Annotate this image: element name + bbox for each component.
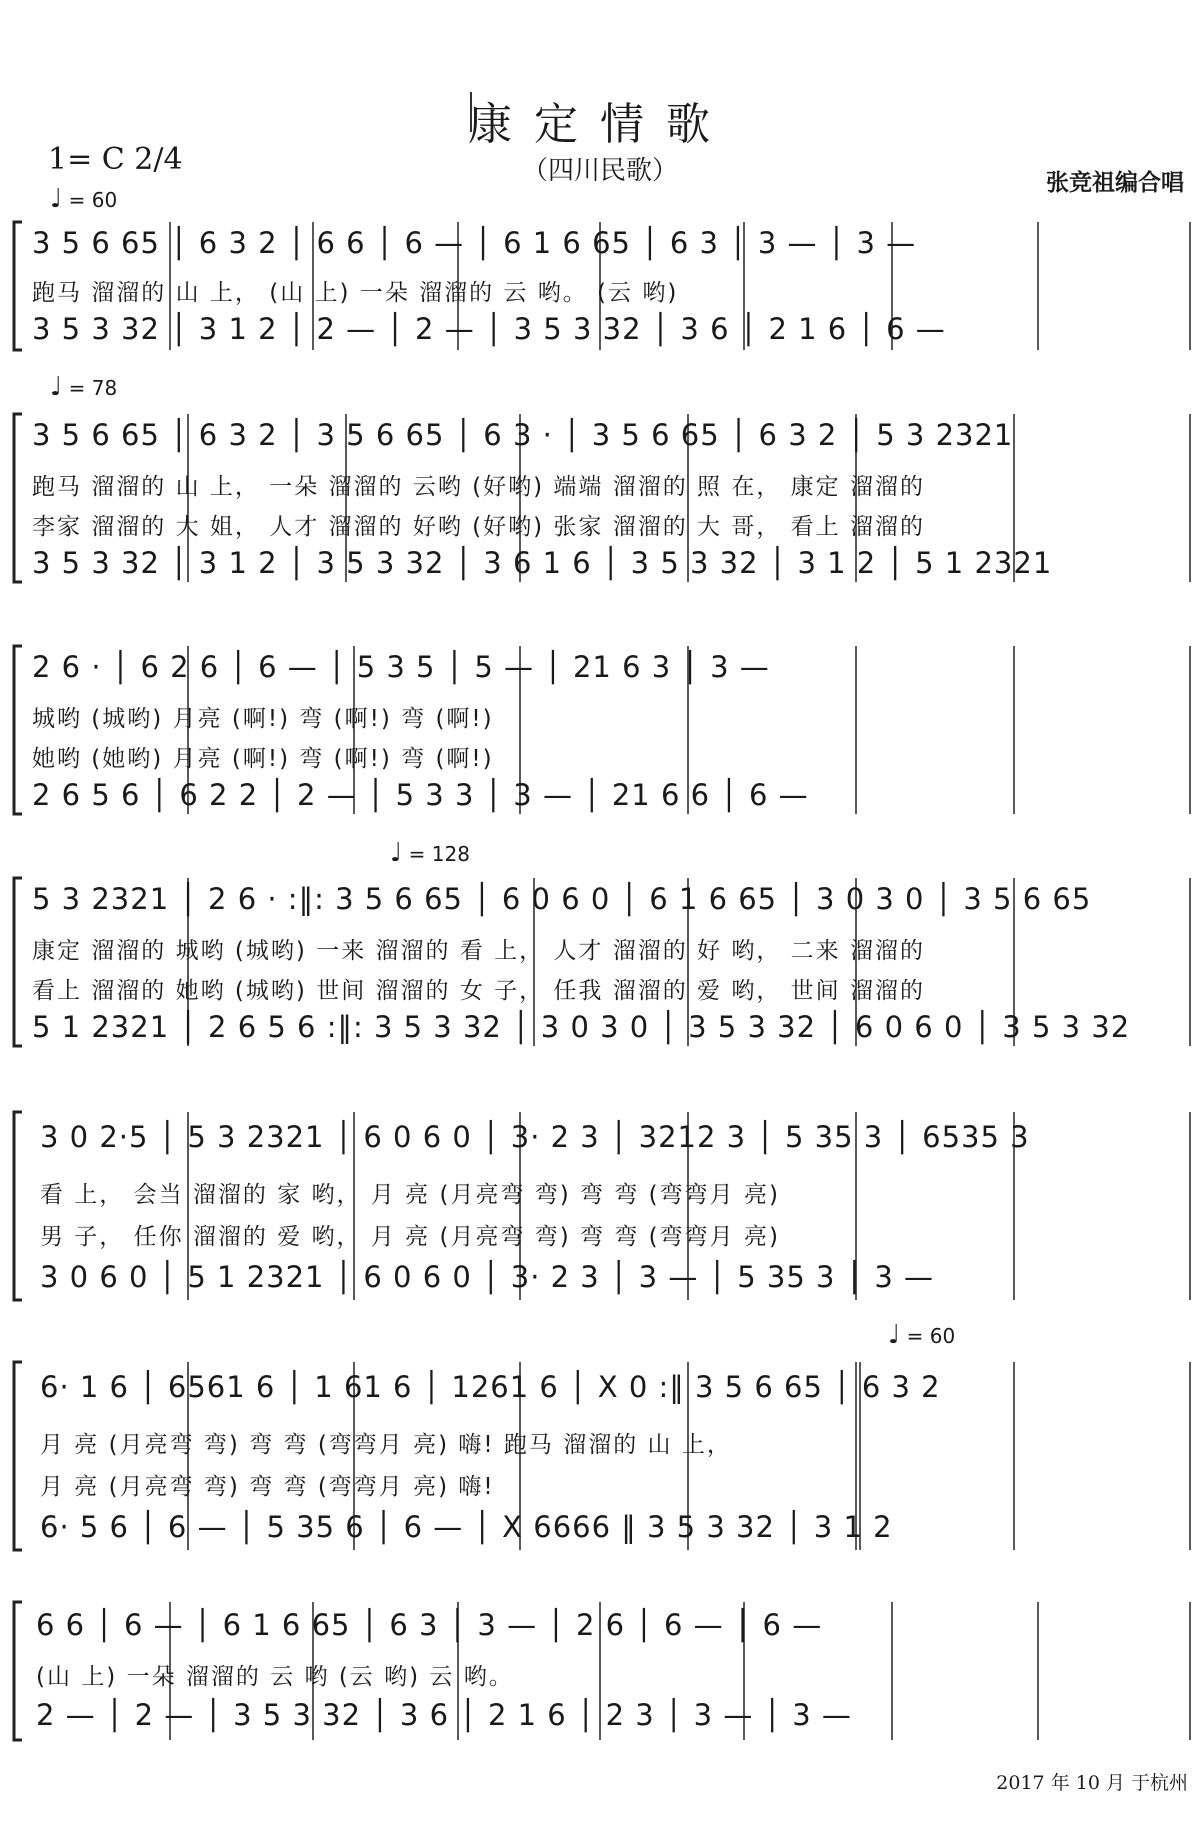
lyrics-verse-1: 跑马 溜溜的 山 上， (山 上) 一朵 溜溜的 云 哟。 (云 哟) <box>32 280 679 306</box>
lyrics-verse-1: 康定 溜溜的 城哟 (城哟) 一来 溜溜的 看 上， 人才 溜溜的 好 哟， 二来 溜溜的 <box>32 938 925 964</box>
lyrics-verse-1: (山 上) 一朵 溜溜的 云 哟 (云 哟) 云 哟。 <box>36 1664 514 1690</box>
upper-voice-notes: 3 5 6 65 │ 6 3 2 │ 6 6 │ 6 — │ 6 1 6 65 │ 6 3 │ 3 — │ 3 — <box>32 226 917 260</box>
page-title: 康定情歌 <box>468 99 732 150</box>
lyrics-verse-2: 她哟 (她哟) 月亮 (啊!) 弯 (啊!) 弯 (啊!) <box>32 746 494 772</box>
tempo-value: = 78 <box>68 376 118 400</box>
upper-voice-notes: 6· 1 6 │ 6561 6 │ 1 61 6 │ 1261 6 │ X 0 :‖ 3 5 6 65 │ 6 3 2 <box>40 1370 941 1404</box>
lower-voice-notes: 3 5 3 32 │ 3 1 2 │ 3 5 3 32 │ 3 6 1 6 │ 3 5 3 32 │ 3 1 2 │ 5 1 2321 <box>32 546 1053 580</box>
lyrics-verse-2: 看上 溜溜的 她哟 (城哟) 世间 溜溜的 女 子， 任我 溜溜的 爱 哟， 世间 溜溜的 <box>32 978 925 1004</box>
score-system <box>0 1106 1200 1306</box>
lower-voice-notes: 5 1 2321 │ 2 6 5 6 :‖: 3 5 3 32 │ 3 0 3 0 │ 3 5 3 32 │ 6 0 6 0 │ 3 5 3 32 <box>32 1010 1131 1044</box>
upper-voice-notes: 3 5 6 65 │ 6 3 2 │ 3 5 6 65 │ 6 3 · │ 3 5 6 65 │ 6 3 2 │ 5 3 2321 <box>32 418 1014 452</box>
tempo-mark <box>50 184 117 214</box>
lyrics-verse-2: 男 子， 任你 溜溜的 爱 哟， 月 亮 (月亮弯 弯) 弯 弯 (弯弯月 亮) <box>40 1224 780 1250</box>
quarter-note-icon: ♩ <box>888 1320 901 1350</box>
song-origin: （四川民歌） <box>521 156 678 186</box>
score-system <box>0 872 1200 1052</box>
score-system <box>0 1356 1200 1556</box>
lyrics-verse-1: 跑马 溜溜的 山 上， 一朵 溜溜的 云哟 (好哟) 端端 溜溜的 照 在， 康定 溜溜的 <box>32 474 925 500</box>
arranger-credit: 张竞祖编合唱 <box>1046 170 1184 196</box>
lower-voice-notes: 2 6 5 6 │ 6 2 2 │ 2 — │ 5 3 3 │ 3 — │ 21 6 6 │ 6 — <box>32 778 809 812</box>
tempo-value: = 60 <box>906 1324 956 1348</box>
lyrics-verse-1: 看 上， 会当 溜溜的 家 哟， 月 亮 (月亮弯 弯) 弯 弯 (弯弯月 亮) <box>40 1182 780 1208</box>
tempo-value: = 60 <box>68 188 118 212</box>
upper-voice-notes: 5 3 2321 │ 2 6 · :‖: 3 5 6 65 │ 6 0 6 0 │ 6 1 6 65 │ 3 0 3 0 │ 3 5 6 65 <box>32 882 1092 916</box>
quarter-note-icon: ♩ <box>50 372 63 402</box>
lyrics-verse-2: 李家 溜溜的 大 姐， 人才 溜溜的 好哟 (好哟) 张家 溜溜的 大 哥， 看上 溜溜的 <box>32 514 925 540</box>
date-and-place: 2017 年 10 月 于杭州 <box>996 1772 1188 1794</box>
tempo-mark <box>390 838 470 868</box>
score-system <box>0 408 1200 588</box>
lyrics-verse-1: 月 亮 (月亮弯 弯) 弯 弯 (弯弯月 亮) 嗨! 跑马 溜溜的 山 上， <box>40 1432 732 1458</box>
upper-voice-notes: 6 6 │ 6 — │ 6 1 6 65 │ 6 3 │ 3 — │ 2 6 │ 6 — │ 6 — <box>36 1608 823 1642</box>
quarter-note-icon: ♩ <box>390 838 403 868</box>
score-system <box>0 640 1200 820</box>
score-system <box>0 216 1200 356</box>
lower-voice-notes: 3 0 6 0 │ 5 1 2321 │ 6 0 6 0 │ 3· 2 3 │ 3 — │ 5 35 3 │ 3 — <box>40 1260 935 1294</box>
lyrics-verse-2: 月 亮 (月亮弯 弯) 弯 弯 (弯弯月 亮) 嗨! <box>40 1474 495 1500</box>
lower-voice-notes: 2 — │ 2 — │ 3 5 3 32 │ 3 6 │ 2 1 6 │ 2 3 │ 3 — │ 3 — <box>36 1698 852 1732</box>
lower-voice-notes: 6· 5 6 │ 6 — │ 5 35 6 │ 6 — │ X 6666 ‖ 3 5 3 32 │ 3 1 2 <box>40 1510 893 1544</box>
quarter-note-icon: ♩ <box>50 184 63 214</box>
key-signature: 1= C 2/4 <box>48 142 183 177</box>
upper-voice-notes: 3 0 2·5 │ 5 3 2321 │ 6 0 6 0 │ 3· 2 3 │ 3212 3 │ 5 35 3 │ 6535 3 <box>40 1120 1030 1154</box>
tempo-value: = 128 <box>408 842 470 866</box>
lower-voice-notes: 3 5 3 32 │ 3 1 2 │ 2 — │ 2 — │ 3 5 3 32 │ 3 6 │ 2 1 6 │ 6 — <box>32 312 946 346</box>
upper-voice-notes: 2 6 · │ 6 2 6 │ 6 — │ 5 3 5 │ 5 — │ 21 6 3 │ 3 — <box>32 650 770 684</box>
tempo-mark <box>50 372 117 402</box>
score-system <box>0 1596 1200 1746</box>
lyrics-verse-1: 城哟 (城哟) 月亮 (啊!) 弯 (啊!) 弯 (啊!) <box>32 706 494 732</box>
tempo-mark <box>888 1320 955 1350</box>
